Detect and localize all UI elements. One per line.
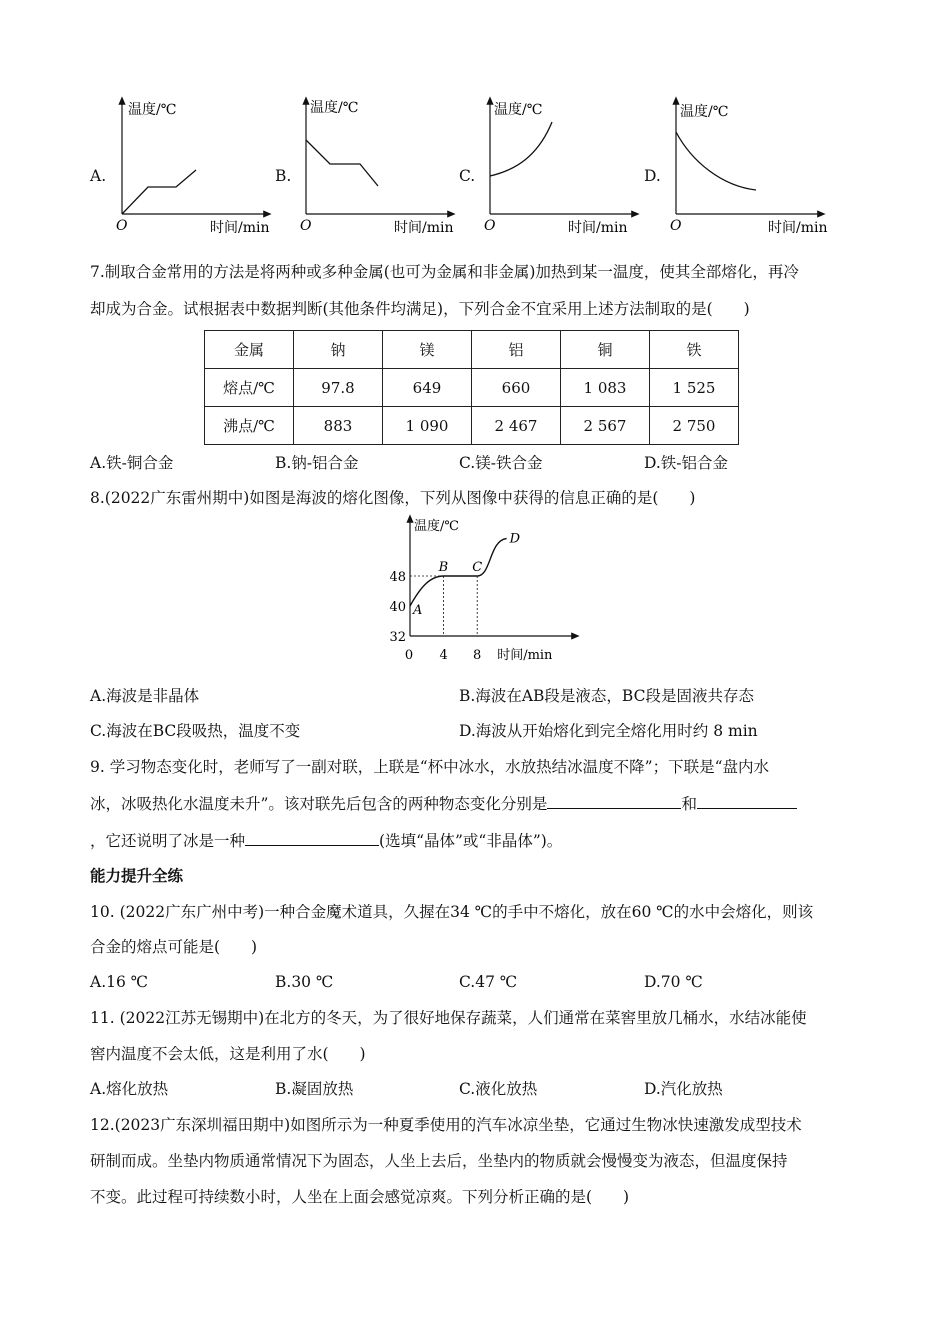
q9-line-1: 9. 学习物态变化时，老师写了一副对联，上联是“杯中冰水，水放热结冰温度不降”；下联是“盘内水 [90,758,769,776]
table-cell: 97.8 [294,369,383,407]
q11-option-c[interactable]: C.液化放热 [459,1080,538,1098]
origin-label: O [484,218,496,234]
table-cell: 铁 [650,331,739,369]
graph-letter: A. [90,167,107,185]
q10-option-c[interactable]: C.47 ℃ [459,973,518,991]
graph-b-figure [292,92,462,242]
q8-option-b[interactable]: B.海波在AB段是液态，BC段是固液共存态 [459,687,754,705]
q12-line-2: 研制而成。坐垫内物质通常情况下为固态，人坐上去后，坐垫内的物质就会慢慢变为液态，但温度保持 [90,1152,788,1170]
q9-text: 冰，冰吸热化水温度未升”。该对联先后包含的两种物态变化分别是 [90,795,548,813]
y-tick-label: 48 [389,570,406,585]
q8-line-1: 8.(2022广东雷州期中)如图是海波的熔化图像，下列从图像中获得的信息正确的是( ) [90,489,696,507]
q11-option-a[interactable]: A.熔化放热 [90,1080,169,1098]
q11-option-d[interactable]: D.汽化放热 [644,1080,723,1098]
x-tick-label: 0 [404,648,414,663]
table-cell: 2 750 [650,407,739,445]
table-cell: 1 525 [650,369,739,407]
q11-option-b[interactable]: B.凝固放热 [275,1080,354,1098]
point-label-d: D [509,531,521,547]
q11-line-1: 11. (2022江苏无锡期中)在北方的冬天，为了很好地保存蔬菜，人们通常在菜窖里放几桶水，水结冰能使 [90,1009,807,1027]
q10-line-2: 合金的熔点可能是( ) [90,938,258,956]
q9-line-2 [90,794,797,814]
y-tick-label: 32 [389,630,406,645]
answer-blank-3[interactable] [245,831,379,846]
table-row [205,407,739,445]
section-title: 能力提升全练 [90,866,184,885]
q9-text: (选填“晶体”或“非晶体”)。 [379,832,563,850]
q8-melting-chart [380,512,580,667]
q8-option-a[interactable]: A.海波是非晶体 [90,687,200,705]
table-cell: 883 [294,407,383,445]
origin-label: O [116,218,128,234]
segment-ab [410,576,444,606]
y-label: 温度/℃ [680,104,729,120]
q7-option-a[interactable]: A.铁-铜合金 [90,454,174,472]
table-cell: 2 467 [472,407,561,445]
y-axis-label: 温度/℃ [414,519,459,534]
q10-option-b[interactable]: B.30 ℃ [275,973,334,991]
graph-d-figure [662,92,832,242]
curve [306,140,378,186]
q12-line-1: 12.(2023广东深圳福田期中)如图所示为一种夏季使用的汽车冰凉坐垫，它通过生物冰快速激发成型技术 [90,1116,802,1134]
table-cell: 熔点/℃ [205,369,294,407]
q10-option-a[interactable]: A.16 ℃ [90,973,149,991]
table-cell: 1 083 [561,369,650,407]
point-label-b: B [438,560,449,575]
q8-option-c[interactable]: C.海波在BC段吸热，温度不变 [90,722,301,740]
graph-letter: D. [644,167,661,185]
x-tick-label: 8 [473,648,482,663]
q8-option-d[interactable]: D.海波从开始熔化到完全熔化用时约 8 min [459,722,758,740]
q10-line-1: 10. (2022广东广州中考)一种合金魔术道具，久握在34 ℃的手中不熔化，放在60 ℃的水中会熔化，则该 [90,903,814,921]
y-label: 温度/℃ [128,102,177,118]
table-cell: 镁 [383,331,472,369]
curve [490,122,552,176]
graph-a-figure [108,92,278,242]
graph-letter: B. [275,167,292,185]
table-cell: 金属 [205,331,294,369]
curve [122,170,196,214]
table-cell: 649 [383,369,472,407]
origin-label: O [300,218,312,234]
point-label-c: C [472,560,483,575]
x-label: 时间/min [568,220,628,236]
y-tick-label: 40 [389,600,406,615]
q9-text: ，它还说明了冰是一种 [90,832,246,850]
x-label: 时间/min [210,220,270,236]
q7-line-2: 却成为合金。试根据表中数据判断(其他条件均满足)，下列合金不宜采用上述方法制取的是( ) [90,300,750,318]
q7-option-c[interactable]: C.镁-铁合金 [459,454,543,472]
x-tick-label: 4 [439,648,448,663]
origin-label: O [670,218,682,234]
q11-line-2: 窖内温度不会太低，这是利用了水( ) [90,1045,366,1063]
y-label: 温度/℃ [310,100,359,116]
q7-line-1: 7.制取合金常用的方法是将两种或多种金属(也可为金属和非金属)加热到某一温度，使其全部熔化，再冷 [90,263,799,281]
curve [676,132,756,190]
x-label: 时间/min [768,220,828,236]
q9-text: 和 [681,795,697,813]
y-label: 温度/℃ [494,102,543,118]
q7-option-b[interactable]: B.钠-铝合金 [275,454,359,472]
table-cell: 1 090 [383,407,472,445]
q12-line-3: 不变。此过程可持续数小时，人坐在上面会感觉凉爽。下列分析正确的是( ) [90,1188,630,1206]
x-label: 时间/min [394,220,454,236]
point-label-a: A [413,603,423,618]
x-axis-label: 时间/min [497,648,553,663]
table-cell: 2 567 [561,407,650,445]
answer-blank-1[interactable] [547,794,681,809]
q9-line-3 [90,831,562,851]
graph-letter: C. [459,167,476,185]
q10-option-d[interactable]: D.70 ℃ [644,973,703,991]
table-cell: 沸点/℃ [205,407,294,445]
table-cell: 铝 [472,331,561,369]
answer-blank-2[interactable] [697,794,797,809]
metal-table [204,330,739,445]
table-row [205,369,739,407]
table-cell: 660 [472,369,561,407]
table-cell: 钠 [294,331,383,369]
q7-option-d[interactable]: D.铁-铝合金 [644,454,729,472]
table-cell: 铜 [561,331,650,369]
graph-c-figure [476,92,646,242]
table-header-row [205,331,739,369]
